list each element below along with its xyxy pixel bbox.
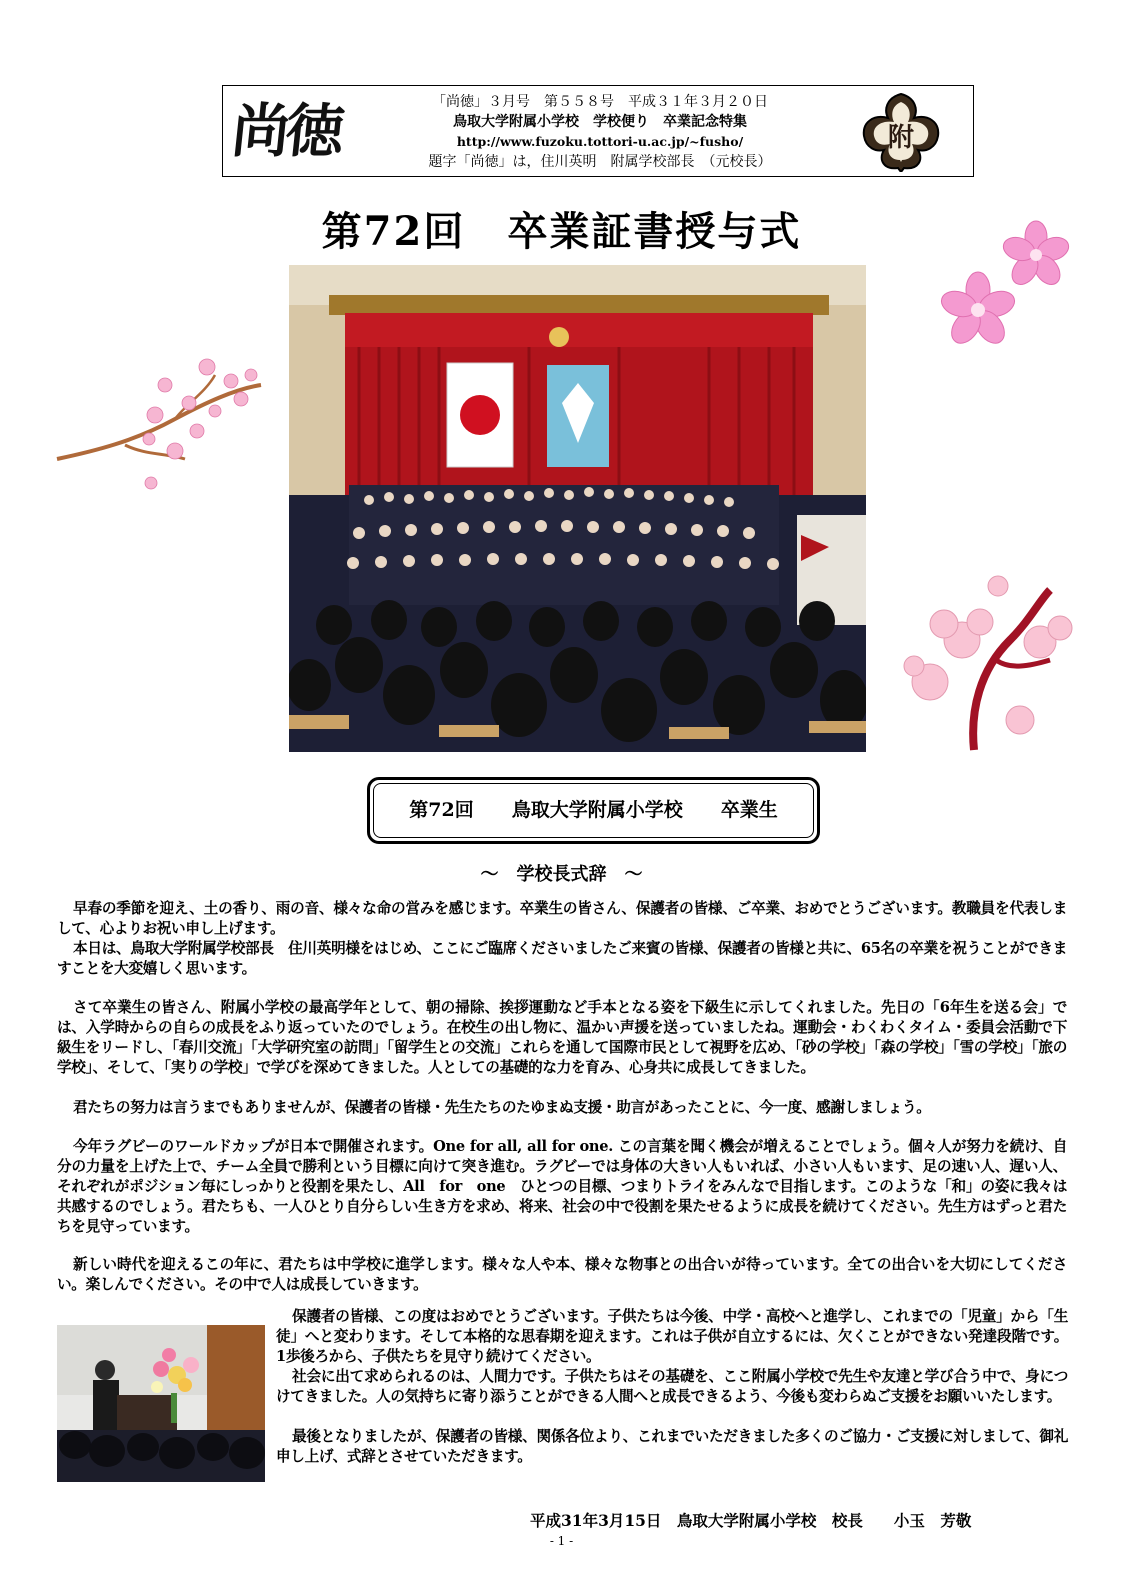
graduates-caption: 第72回 鳥取大学附属小学校 卒業生	[409, 799, 778, 821]
speech-heading: ～ 学校長式辞 ～	[480, 864, 643, 885]
calligraphy-credit: 題字「尚徳」は，住川英明 附属学校部長 （元校長）	[428, 154, 772, 170]
principal-speech-photo	[57, 1325, 265, 1482]
ceremony-photo	[289, 265, 866, 752]
speech-paragraph-7: 保護者の皆様、この度はおめでとうございます。子供たちは今後、中学・高校へと進学し、これまでの「児童」から「生徒」へと変わります。そして本格的な思春期を迎えます。これは子供が自立するには、欠くことができない発達段階です。1歩後ろから、子供たちを見守り続けてください。	[276, 1308, 1068, 1365]
principal-signature: 平成31年3月15日 鳥取大学附属小学校 校長 小玉 芳敬	[530, 1511, 972, 1530]
speech-paragraph-5: 今年ラグビーのワールドカップが日本で開催されます。One for all, all for one. この言葉を聞く機会が増えることでしょう。個々人が努力を続け、自分の力量を上げた上で、チーム全員で勝利という目標に向けて突き進む。ラグビーでは身体の大きい人もいれば、小さい人もいます、足の速い人、遅い人、それぞれがポジション毎にしっかりと役割を果たし、All for one ひとつの目標、つまりトライをみんなで目指します。このような「和」の姿に我々は共感するのでしょう。君たちも、一人ひとり自分らしい生き方を求め、将来、社会の中で役割を果たせるように成長を続けてください。先生方はずっと君たちを見守っています。	[57, 1138, 1067, 1235]
speech-paragraph-1: 早春の季節を迎え、土の香り、雨の音、様々な命の営みを感じます。卒業生の皆さん、保護者の皆様、ご卒業、おめでとうございます。教職員を代表しまして、心よりお祝い申し上げます。	[57, 900, 1067, 937]
cherry-branch-left-icon	[55, 355, 265, 495]
speech-paragraph-4: 君たちの努力は言うまでもありませんが、保護者の皆様・先生たちのたゆまぬ支援・助言があったことに、今一度、感謝しましょう。	[73, 1099, 931, 1116]
issue-line: 「尚徳」３月号 第５５８号 平成３１年３月２０日	[432, 94, 768, 110]
school-url: http://www.fuzoku.tottori-u.ac.jp/~fusho/	[456, 134, 744, 149]
speech-paragraph-9: 最後となりましたが、保護者の皆様、関係各位より、これまでいただきました多くのご協力・ご支援に対しまして、御礼申し上げ、式辞とさせていただきます。	[276, 1428, 1068, 1465]
page-number: - 1 -	[549, 1534, 574, 1548]
cherry-branch-right-icon	[900, 570, 1080, 760]
school-line: 鳥取大学附属小学校 学校便り 卒業記念特集	[453, 114, 747, 130]
school-emblem-icon	[856, 90, 946, 172]
page-title: 第72回 卒業証書授与式	[321, 208, 802, 255]
cherry-blossoms-top-right-icon	[938, 210, 1078, 360]
speech-paragraph-6: 新しい時代を迎えるこの年に、君たちは中学校に進学します。様々な人や本、様々な物事との出合いが待っています。全ての出合いを大切にしてください。楽しんでください。その中で人は成長していきます。	[57, 1256, 1067, 1293]
header-info	[370, 92, 830, 172]
speech-paragraph-2: 本日は、鳥取大学附属学校部長 住川英明様をはじめ、ここにご臨席くださいましたご来賓の皆様、保護者の皆様と共に、65名の卒業を祝うことができますことを大変嬉しく思います。	[57, 940, 1067, 977]
speech-paragraph-8: 社会に出て求められるのは、人間力です。子供たちはその基礎を、ここ附属小学校で先生や友達と学び合う中で、身につけてきました。人の気持ちに寄り添うことができる人間へと成長できるよう、今後も変わらぬご支援をお願いいたします。	[276, 1368, 1068, 1405]
masthead-logo: 尚徳	[228, 97, 344, 165]
svg-text:附: 附	[887, 123, 915, 153]
speech-paragraph-3: さて卒業生の皆さん、附属小学校の最高学年として、朝の掃除、挨拶運動など手本となる姿を下級生に示してくれました。先日の「6年生を送る会」では、入学時からの自らの成長をふり返っていたのでしょう。在校生の出し物に、温かい声援を送っていましたね。運動会・わくわくタイム・委員会活動で下級生をリードし、「春川交流」「大学研究室の訪問」「留学生との交流」これらを通して国際市民として視野を広め、「砂の学校」「森の学校」「雪の学校」「旅の学校」、そして、「実りの学校」で学びを深めてきました。人としての基礎的な力を育み、心身共に成長してきました。	[57, 999, 1067, 1076]
